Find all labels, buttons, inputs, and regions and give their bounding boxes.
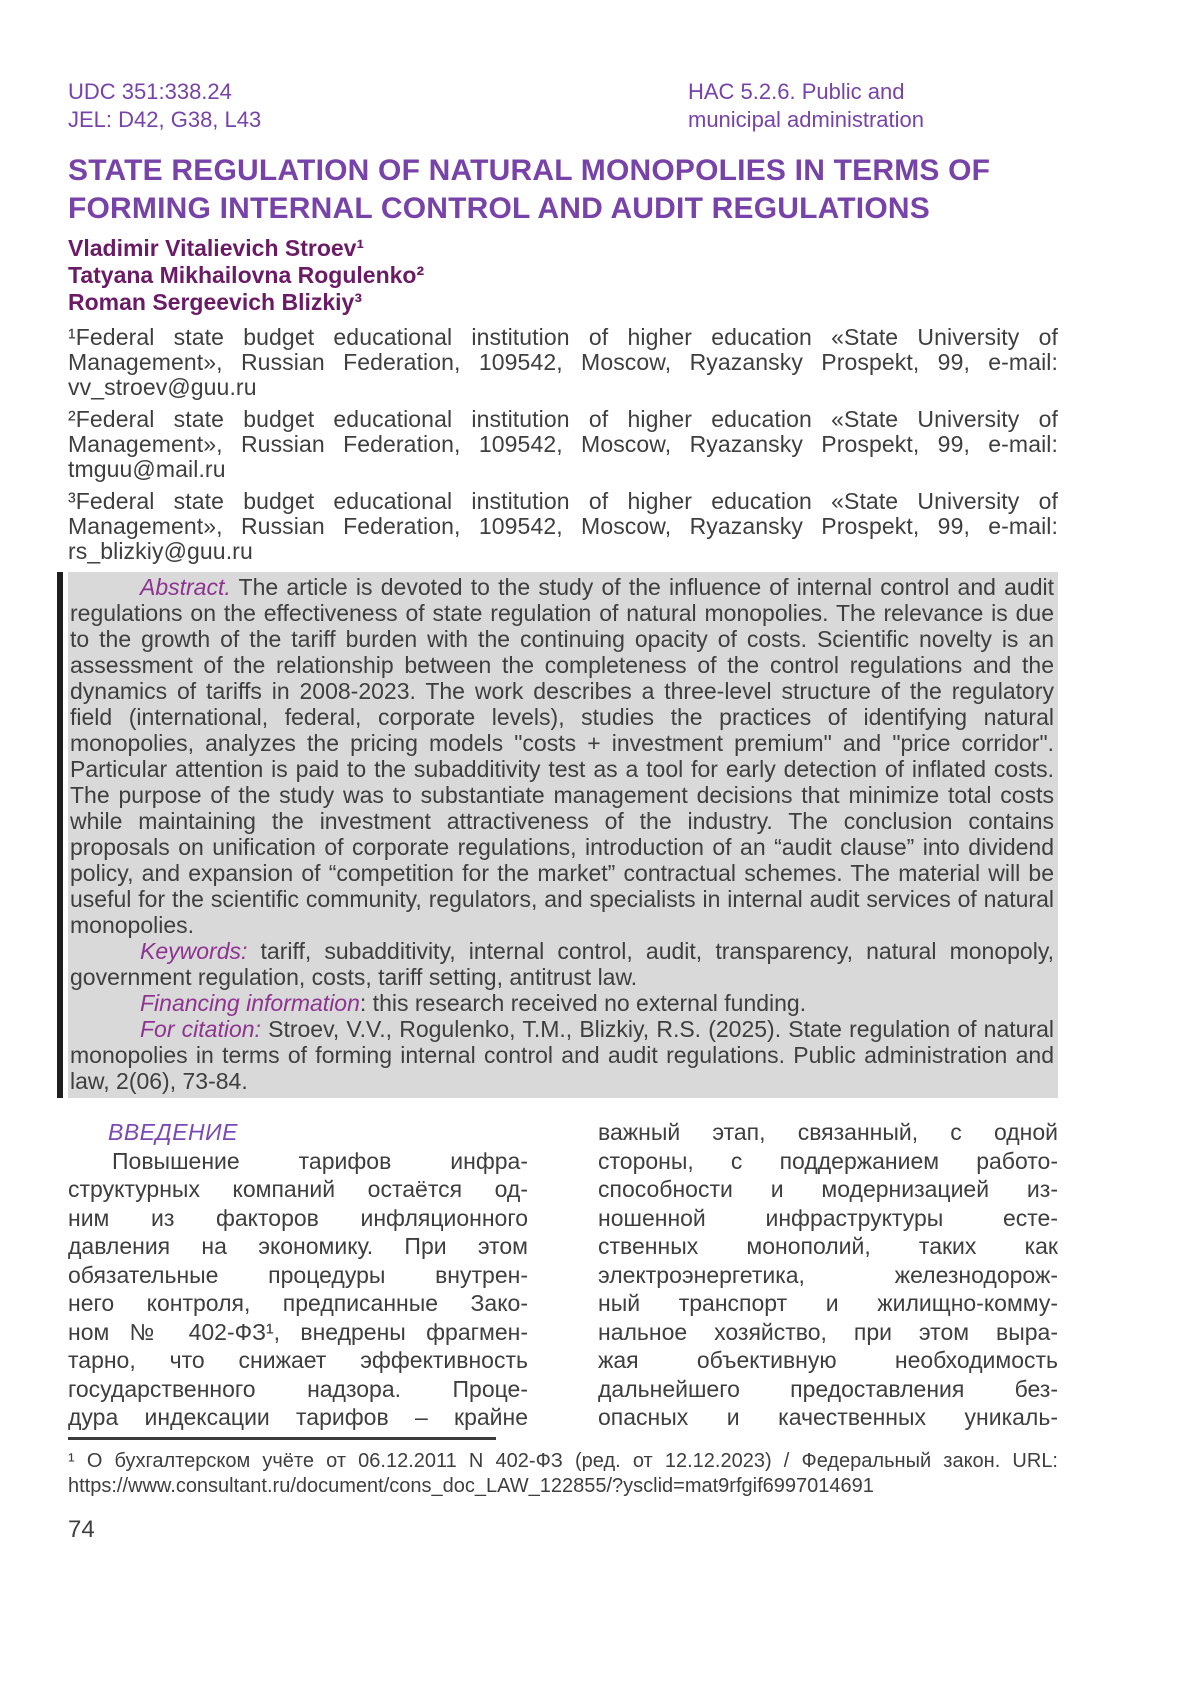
- author-name-1: Vladimir Vitalievich Stroev¹: [68, 235, 365, 261]
- text-line: ношенной инфраструктуры есте-: [598, 1204, 1058, 1231]
- footnote-divider: [68, 1437, 496, 1440]
- page-header: [68, 78, 1058, 134]
- text-line: жая объективную необходимость: [598, 1347, 1058, 1373]
- text-line: опасных и качественных уникаль-: [598, 1404, 1058, 1430]
- keywords-text: tariff, subadditivity, internal control, audit, transparency, natural monopoly, government regulation, costs, tariff setting, antitrust law.: [70, 938, 1054, 990]
- hac-classification: [688, 78, 1058, 134]
- financing-label: Financing information: [140, 990, 360, 1016]
- affiliation-3: ³Federal state budget educational institution of higher education «State University of Management», Russian Federation, 109542, Moscow, Ryazansky Prospekt, 99, e-mail: rs_blizkiy@guu.ru: [68, 488, 1058, 564]
- text-line: дура индексации тарифов – крайне: [68, 1404, 528, 1430]
- classification-codes: [68, 78, 261, 134]
- text-line: электроэнергетика, железнодорож-: [598, 1261, 1058, 1288]
- abstract-text: The article is devoted to the study of the influence of internal control and audit regulations on the effectiveness of state regulation of natural monopolies. The relevance is due to the growth of the tariff burden with the continuing opacity of costs. Scientific novelty is an assessment of the relationship between the completeness of the control regulations and the dynamics of tariffs in 2008-2023. The work describes a three-level structure of the regulatory field (international, federal, corporate levels), studies the practices of identifying natural monopolies, analyzes the pricing models "costs + investment premium" and "price corridor". Particular attention is paid to the subadditivity test as a tool for early detection of inflated costs. The purpose of the study was to substantiate management decisions that minimize total costs while maintaining the investment attractiveness of the industry. The conclusion contains proposals on unification of corporate regulations, introduction of an “audit clause” into dividend policy, and expansion of “competition for the market” contractual schemes. The material will be useful for the scientific community, regulators, and specialists in internal audit services of natural monopolies.: [70, 574, 1054, 938]
- keywords-paragraph: [70, 938, 1054, 990]
- intro-left-column: [68, 1118, 528, 1432]
- text-line: тарно, что снижает эффективность: [68, 1347, 528, 1373]
- text-line: давления на экономику. При этом: [68, 1233, 528, 1259]
- financing-paragraph: [70, 990, 1054, 1016]
- affiliations-list: [68, 325, 1058, 564]
- intro-right-text: [598, 1118, 1058, 1432]
- text-line: ном № 402-ФЗ¹, внедрены фрагмен-: [68, 1318, 528, 1345]
- text-line: ним из факторов инфляционного: [68, 1204, 528, 1231]
- abstract-body: [68, 572, 1058, 1098]
- text-line: обязательные процедуры внутрен-: [68, 1261, 528, 1288]
- text-line: структурных компаний остаётся од-: [68, 1176, 528, 1202]
- text-line: ный транспорт и жилищно-комму-: [598, 1290, 1058, 1316]
- citation-text: Stroev, V.V., Rogulenko, T.M., Blizkiy, R.S. (2025). State regulation of natural monopolies in terms of forming internal control and audit regulations. Public administration and law, 2(06), 73-84.: [70, 1016, 1054, 1094]
- intro-right-column: [598, 1118, 1058, 1432]
- financing-text: : this research received no external funding.: [359, 990, 807, 1016]
- article-title: STATE REGULATION OF NATURAL MONOPOLIES IN TERMS OF FORMING INTERNAL CONTROL AND AUDIT REGULATIONS: [68, 154, 991, 225]
- introduction-heading: ВВЕДЕНИЕ: [108, 1119, 238, 1145]
- footnote-area: [68, 1437, 1058, 1499]
- keywords-label: Keywords:: [140, 938, 248, 964]
- text-line: дальнейшего предоставления без-: [598, 1375, 1058, 1402]
- citation-paragraph: [70, 1016, 1054, 1094]
- text-line: ственных монополий, таких как: [598, 1233, 1058, 1259]
- page-number: 74: [68, 1515, 95, 1543]
- citation-label: For citation:: [140, 1016, 261, 1042]
- abstract-block: [57, 572, 1058, 1098]
- text-line: Повышение тарифов инфра-: [112, 1147, 528, 1174]
- authors-list: [68, 235, 1058, 316]
- abstract-side-bar: [57, 572, 63, 1098]
- affiliation-1: ¹Federal state budget educational institution of higher education «State University of Management», Russian Federation, 109542, Moscow, Ryazansky Prospekt, 99, e-mail: vv_stroev@guu.ru: [68, 324, 1058, 400]
- author-name-3: Roman Sergeevich Blizkiy³: [68, 289, 362, 315]
- affiliation-2: ²Federal state budget educational institution of higher education «State University of Management», Russian Federation, 109542, Moscow, Ryazansky Prospekt, 99, e-mail: tmguu@mail.ru: [68, 406, 1058, 482]
- udc-code: UDC 351:338.24: [68, 79, 232, 104]
- text-line: нальное хозяйство, при этом выра-: [598, 1318, 1058, 1345]
- author-name-2: Tatyana Mikhailovna Rogulenko²: [68, 262, 425, 288]
- footnote-text: ¹ О бухгалтерском учёте от 06.12.2011 N 402-ФЗ (ред. от 12.12.2023) / Федеральный закон. URL: https://www.consultant.ru/document/cons_doc_LAW_122855/?ysclid=mat9rfgif6997014691: [68, 1449, 1058, 1497]
- abstract-paragraph: [70, 574, 1054, 938]
- intro-left-text: [68, 1147, 528, 1432]
- jel-code: JEL: D42, G38, L43: [68, 107, 262, 132]
- text-line: стороны, с поддержанием работо-: [598, 1147, 1058, 1174]
- text-line: важный этап, связанный, с одной: [598, 1119, 1058, 1145]
- introduction-section: [68, 1118, 1058, 1432]
- text-line: способности и модернизацией из-: [598, 1176, 1058, 1202]
- text-line: государственного надзора. Проце-: [68, 1375, 528, 1402]
- hac-line-2: municipal administration: [688, 107, 924, 132]
- hac-line-1: HAC 5.2.6. Public and: [688, 79, 905, 104]
- abstract-label: Abstract.: [140, 574, 231, 600]
- text-line: него контроля, предписанные Зако-: [68, 1290, 528, 1316]
